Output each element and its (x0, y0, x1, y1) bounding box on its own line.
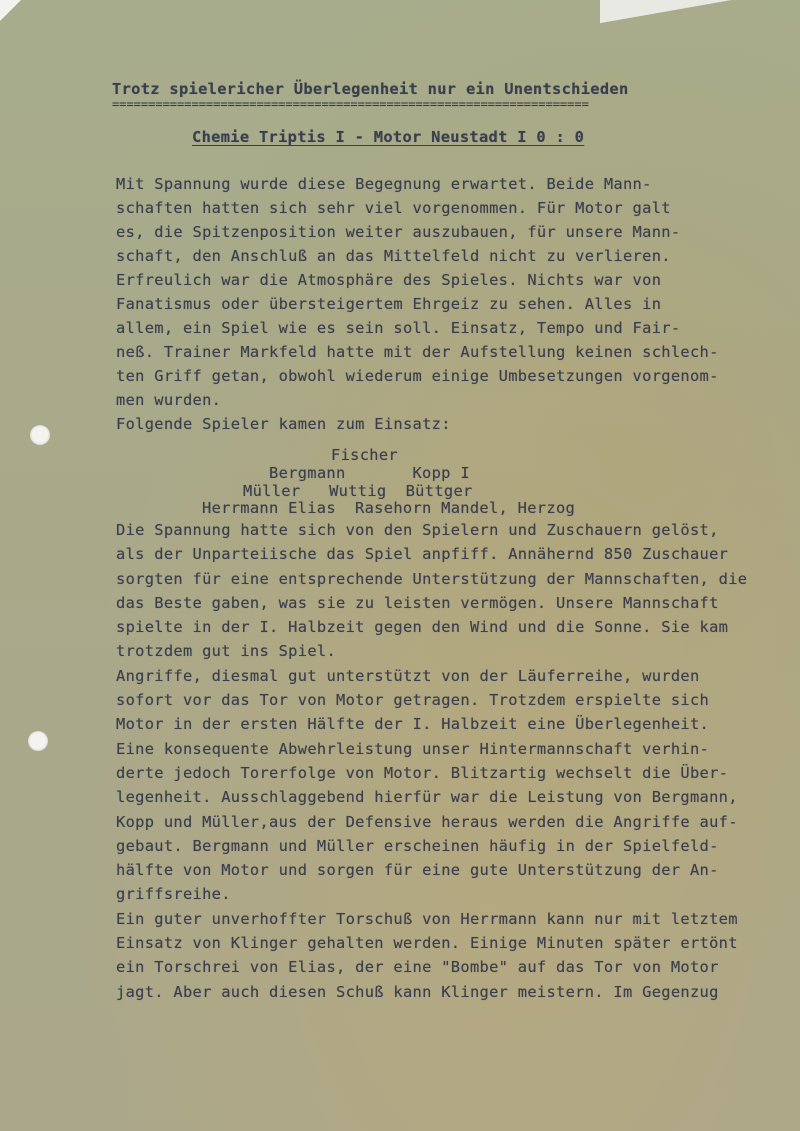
text-line: sorgten für eine entsprechende Unterstützung der Mannschaften, die (116, 569, 748, 588)
paragraph-match-report (116, 518, 786, 1004)
punch-hole-upper (30, 425, 50, 445)
text-line: ein Torschrei von Elias, der eine "Bombe" auf das Tor von Motor (116, 958, 719, 977)
headline-rule: ================================================================== (112, 97, 589, 111)
punch-hole-lower (28, 731, 48, 751)
text-line: Eine konsequente Abwehrleistung unser Hintermannschaft verhin- (116, 739, 710, 758)
text-line: schaft, den Anschluß an das Mittelfeld nicht zu verlieren. (116, 247, 671, 265)
text-line: hälfte von Motor und sorgen für eine gute Unterstützung der An- (116, 861, 719, 880)
lineup-defenders: Bergmann Kopp I (269, 464, 470, 482)
torn-corner (600, 0, 800, 30)
text-line: derte jedoch Torerfolge von Motor. Blitzartig wechselt die Über- (116, 763, 729, 782)
paragraph-intro (116, 172, 776, 436)
text-line: Fanatismus oder übersteigertem Ehrgeiz zu sehen. Alles in (116, 295, 662, 313)
text-line: sofort vor das Tor von Motor getragen. Trotzdem erspielte sich (116, 691, 710, 710)
text-line: Angriffe, diesmal gut unterstützt von der Läuferreihe, wurden (116, 666, 700, 685)
text-line: legenheit. Ausschlaggebend hierfür war die Leistung von Bergmann, (116, 788, 738, 807)
text-line: Mit Spannung wurde diese Begegnung erwartet. Beide Mann- (116, 175, 652, 193)
text-line: Einsatz von Klinger gehalten werden. Einige Minuten später ertönt (116, 934, 738, 953)
lineup-midfield: Müller Wuttig Büttger (243, 482, 473, 500)
match-line: Chemie Triptis I - Motor Neustadt I 0 : 0 (192, 128, 585, 146)
text-line: schaften hatten sich sehr viel vorgenommen. Für Motor galt (116, 199, 671, 217)
text-line: Erfreulich war die Atmosphäre des Spieles. Nichts war von (116, 271, 662, 289)
text-line: jagt. Aber auch diesen Schuß kann Klinger meistern. Im Gegenzug (116, 982, 719, 1001)
text-line: Ein guter unverhoffter Torschuß von Herrmann kann nur mit letztem (116, 909, 738, 928)
text-line: Motor in der ersten Hälfte der I. Halbzeit eine Überlegenheit. (116, 715, 710, 734)
text-line: Kopp und Müller,aus der Defensive heraus werden die Angriffe auf- (116, 812, 738, 831)
text-line: Die Spannung hatte sich von den Spielern und Zuschauern gelöst, (116, 521, 719, 539)
text-line: es, die Spitzenposition weiter auszubauen, für unsere Mann- (116, 223, 681, 241)
text-line: trotzdem gut ins Spiel. (116, 642, 337, 661)
text-line: neß. Trainer Markfeld hatte mit der Aufstellung keinen schlech- (116, 343, 719, 361)
lineup-forwards: Herrmann Elias Rasehorn Mandel, Herzog (202, 499, 576, 517)
text-line: gebaut. Bergmann und Müller erscheinen häufig in der Spielfeld- (116, 836, 719, 855)
text-line: das Beste gaben, was sie zu leisten vermögen. Unsere Mannschaft (116, 593, 719, 612)
text-line: griffsreihe. (116, 885, 231, 904)
lineup-goalkeeper: Fischer (331, 446, 398, 464)
text-line: men wurden. (116, 391, 222, 409)
text-line: spielte in der I. Halbzeit gegen den Wind und die Sonne. Sie kam (116, 618, 729, 637)
text-line: ten Griff getan, obwohl wiederum einige Umbesetzungen vorgenom- (116, 367, 719, 385)
text-line: Folgende Spieler kamen zum Einsatz: (116, 415, 451, 433)
text-line: allem, ein Spiel wie es sein soll. Einsatz, Tempo und Fair- (116, 319, 681, 337)
text-line: als der Unparteiische das Spiel anpfiff. Annähernd 850 Zuschauer (116, 545, 729, 564)
headline: Trotz spielericher Überlegenheit nur ein Unentschieden (112, 80, 629, 98)
torn-corner-left (0, 0, 28, 24)
